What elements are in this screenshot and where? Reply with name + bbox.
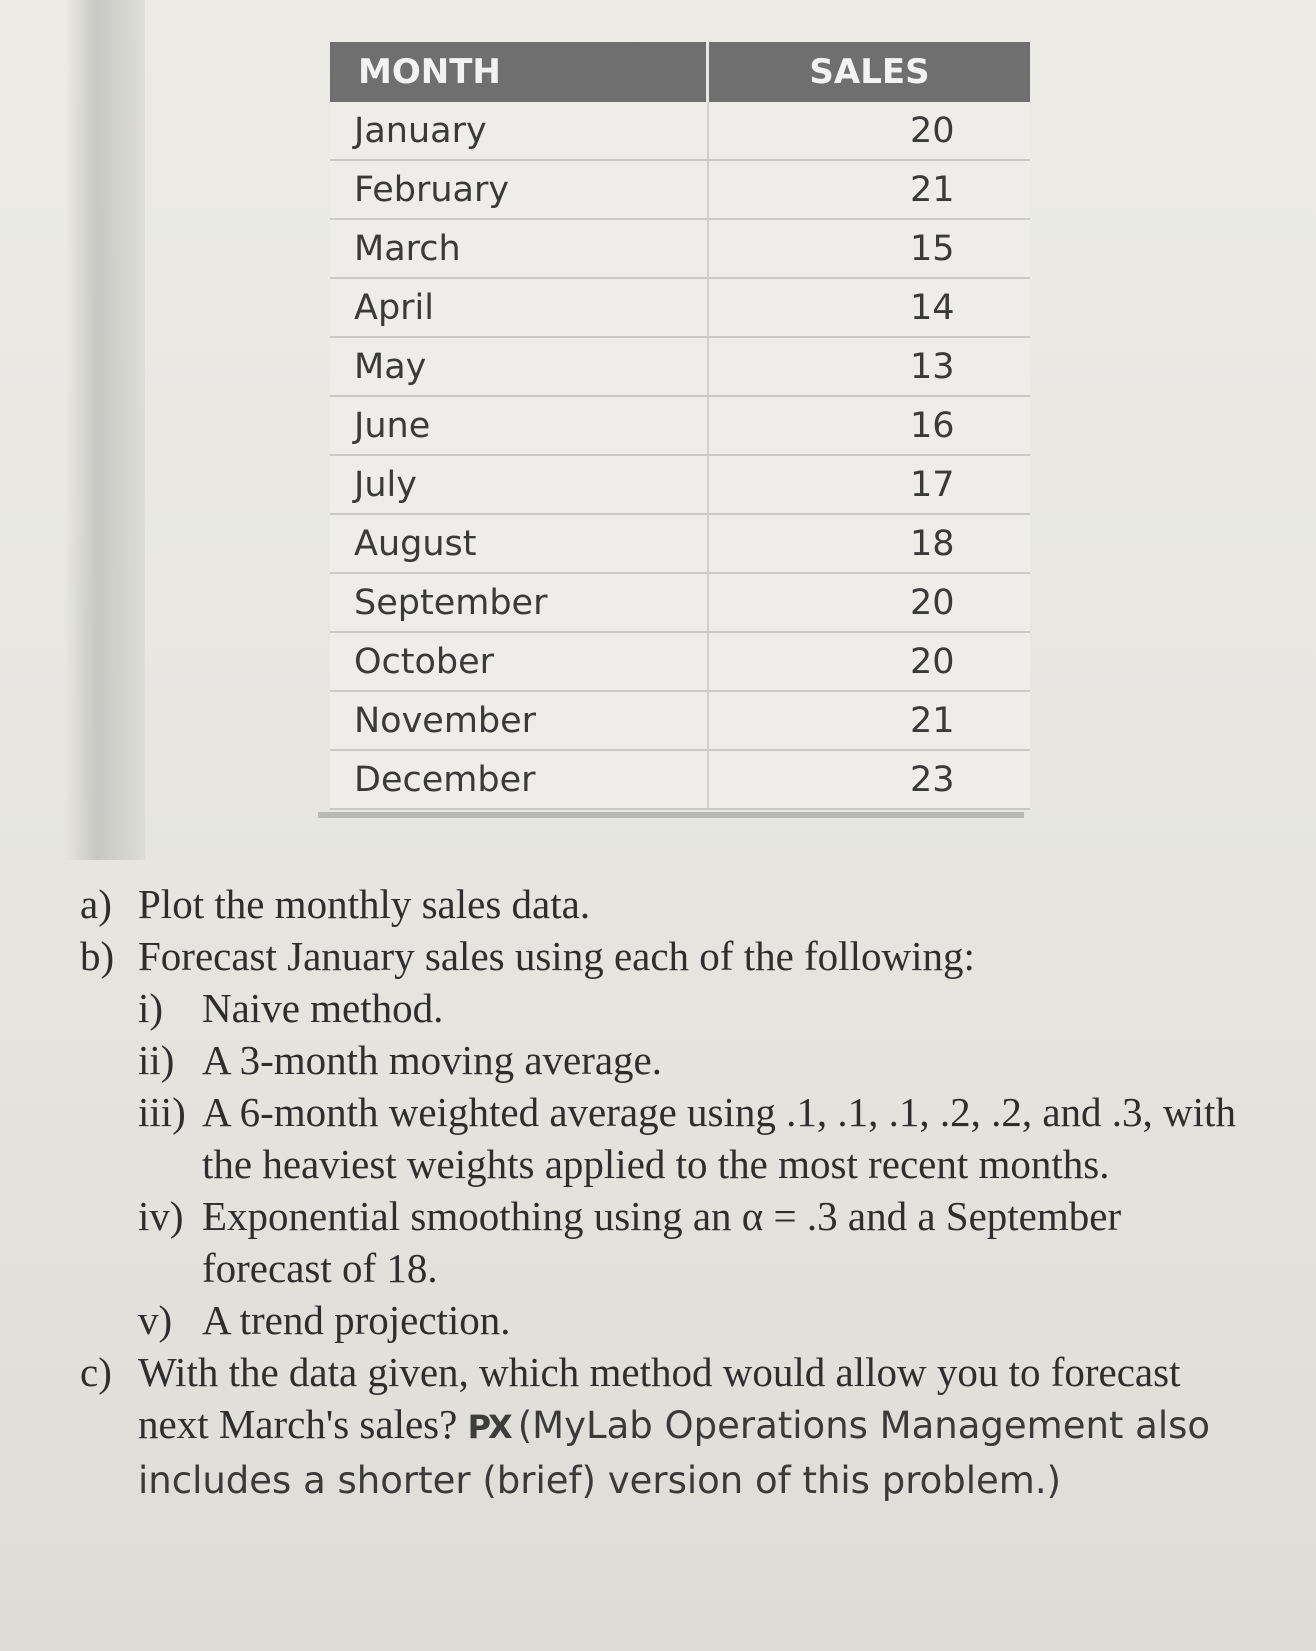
sub-question-ii — [80, 1034, 1260, 1086]
sales-cell: 20 — [708, 102, 1031, 160]
question-text: With the data given, which method would allow you to forecast next March's sales? — [138, 1349, 1181, 1447]
header-sales: SALES — [708, 42, 1031, 102]
sub-question-v — [80, 1294, 1260, 1346]
month-cell: January — [330, 102, 708, 160]
question-label: a) — [80, 881, 112, 927]
sub-question-text: A 3-month moving average. — [202, 1037, 663, 1083]
question-text-c — [138, 1346, 1260, 1507]
sales-cell: 17 — [708, 455, 1031, 514]
table-row — [330, 160, 1030, 219]
question-text: Plot the monthly sales data. — [138, 881, 591, 927]
table-row — [330, 573, 1030, 632]
question-list — [80, 878, 1260, 1507]
question-a — [80, 878, 1260, 930]
sub-question-label: iv) — [138, 1193, 184, 1239]
sub-question-i — [80, 982, 1260, 1034]
sales-cell: 21 — [708, 160, 1031, 219]
table-row — [330, 632, 1030, 691]
month-cell: December — [330, 750, 708, 809]
sub-question-label: i) — [138, 985, 164, 1031]
month-cell: August — [330, 514, 708, 573]
sub-question-text: A trend projection. — [202, 1297, 511, 1343]
mylab-note: (MyLab Operations Management also includes a shorter (brief) version of this problem.) — [138, 1404, 1211, 1502]
sub-question-label: ii) — [138, 1037, 175, 1083]
table-bottom-rule — [318, 812, 1024, 818]
px-icon: PX — [467, 1408, 510, 1446]
header-month: MONTH — [330, 42, 708, 102]
page-edge-shadow — [65, 0, 145, 860]
sales-cell: 16 — [708, 396, 1031, 455]
sub-question-iv — [80, 1190, 1260, 1294]
sub-question-text: Naive method. — [202, 985, 444, 1031]
question-b — [80, 930, 1260, 982]
sub-question-label: v) — [138, 1297, 173, 1343]
table-row — [330, 396, 1030, 455]
month-cell: February — [330, 160, 708, 219]
sales-cell: 23 — [708, 750, 1031, 809]
table-row — [330, 691, 1030, 750]
month-cell: October — [330, 632, 708, 691]
sales-cell: 20 — [708, 573, 1031, 632]
month-cell: November — [330, 691, 708, 750]
question-label: c) — [80, 1349, 112, 1395]
table-row — [330, 102, 1030, 160]
month-cell: September — [330, 573, 708, 632]
sales-cell: 13 — [708, 337, 1031, 396]
sales-cell: 15 — [708, 219, 1031, 278]
sales-cell: 21 — [708, 691, 1031, 750]
month-cell: July — [330, 455, 708, 514]
table-row — [330, 750, 1030, 809]
sales-table — [330, 42, 1030, 810]
table-row — [330, 455, 1030, 514]
table-row — [330, 337, 1030, 396]
month-cell: June — [330, 396, 708, 455]
question-text: Forecast January sales using each of the following: — [138, 933, 975, 979]
month-cell: April — [330, 278, 708, 337]
sales-cell: 14 — [708, 278, 1031, 337]
sales-cell: 20 — [708, 632, 1031, 691]
question-c — [80, 1346, 1260, 1507]
month-cell: May — [330, 337, 708, 396]
table-header-row — [330, 42, 1030, 102]
sub-question-text: A 6-month weighted average using .1, .1, .1, .2, .2, and .3, with the heaviest weights applied to the most recent months. — [202, 1089, 1236, 1187]
sub-question-label: iii) — [138, 1089, 186, 1135]
table-row — [330, 278, 1030, 337]
month-cell: March — [330, 219, 708, 278]
sub-question-text: Exponential smoothing using an α = .3 and a September forecast of 18. — [202, 1193, 1122, 1291]
sub-question-iii — [80, 1086, 1260, 1190]
sales-cell: 18 — [708, 514, 1031, 573]
question-label: b) — [80, 933, 115, 979]
table-row — [330, 219, 1030, 278]
table-row — [330, 514, 1030, 573]
